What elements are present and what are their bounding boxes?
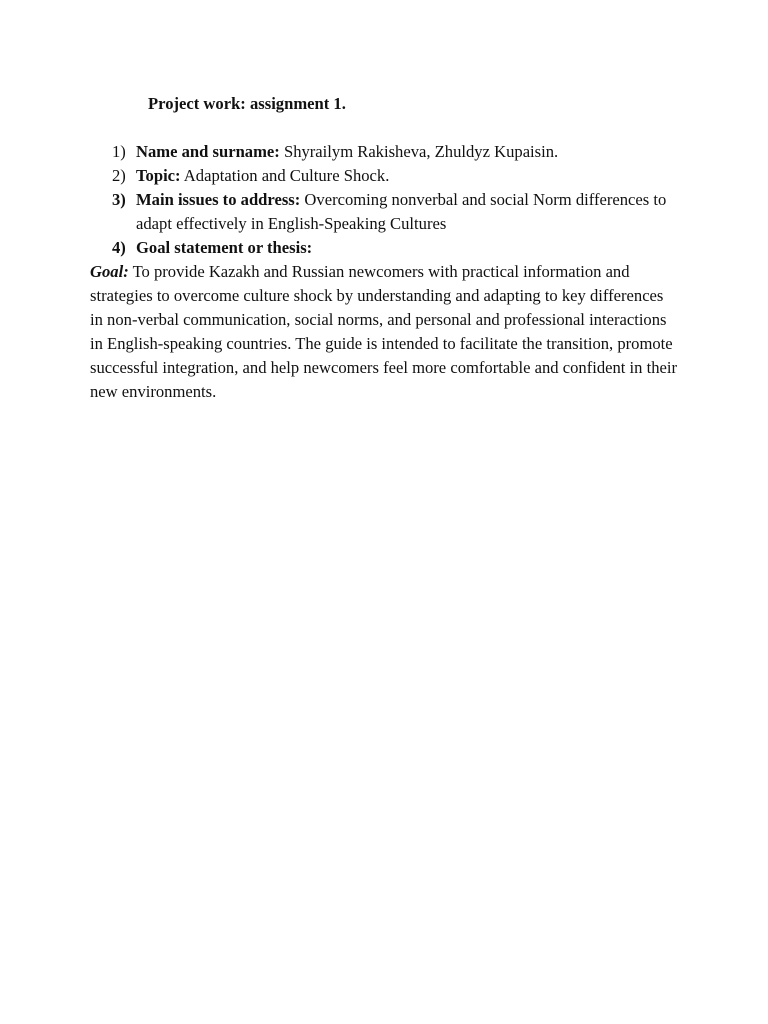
list-item-label: Goal statement or thesis: [136,238,313,257]
list-item-value: Shyrailym Rakisheva, Zhuldyz Kupaisin. [279,142,559,161]
list-item-topic [90,164,690,188]
goal-paragraph [90,260,680,404]
assignment-list [90,140,690,260]
list-item-value: Overcoming nonverbal and social Norm differences to adapt effectively in English-Speaking Cultures [136,190,667,233]
list-number: 2) [112,166,126,185]
list-item-value: Adaptation and Culture Shock. [180,166,390,185]
list-item-label: Main issues to address: [136,190,301,209]
list-number: 4) [112,238,126,257]
list-number: 1) [112,142,126,161]
goal-text: To provide Kazakh and Russian newcomers with practical information and strategies to overcome culture shock by understanding and adapting to key differences in non-verbal communication, social norms, and personal and professional interactions in English-speaking countries. The guide is intended to facilitate the transition, promote successful integration, and help newcomers feel more comfortable and confident in their new environments. [90,262,678,401]
list-number: 3) [112,190,126,209]
list-item-name [90,140,690,164]
goal-label: Goal: [90,262,129,281]
list-item-label: Topic: [136,166,181,185]
list-item-goal-statement [90,236,690,260]
list-item-main-issues [90,188,690,236]
document-title: Project work: assignment 1. [148,94,346,113]
list-item-label: Name and surname: [136,142,280,161]
